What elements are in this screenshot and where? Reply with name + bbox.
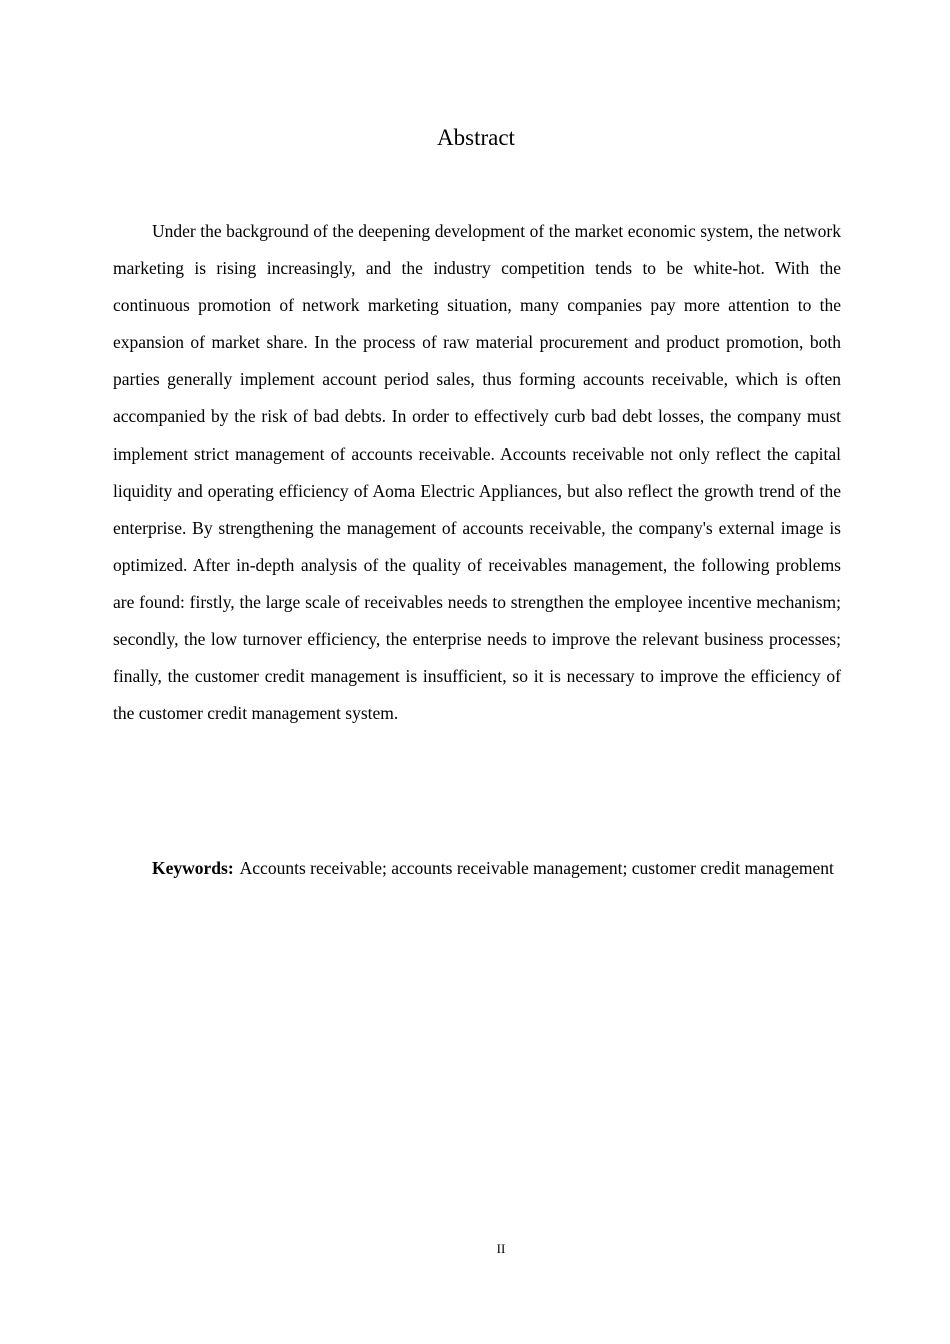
page-number: II: [496, 1241, 506, 1256]
abstract-body: Under the background of the deepening development of the market economic system, the network marketing is rising increasingly, and the industry competition tends to be white-hot. With the continuous promotion of network marketing situation, many companies pay more attention to the expansion of market share. In the process of raw material procurement and product promotion, both parties generally implement account period sales, thus forming accounts receivable, which is often accompanied by the risk of bad debts. In order to effectively curb bad debt losses, the company must implement strict management of accounts receivable. Accounts receivable not only reflect the capital liquidity and operating efficiency of Aoma Electric Appliances, but also reflect the growth trend of the enterprise. By strengthening the management of accounts receivable, the company's external image is optimized. After in-depth analysis of the quality of receivables management, the following problems are found: firstly, the large scale of receivables needs to strengthen the employee incentive mechanism; secondly, the low turnover efficiency, the enterprise needs to improve the relevant business processes; finally, the customer credit management is insufficient, so it is necessary to improve the efficiency of the customer credit management system.: [113, 221, 841, 724]
keywords-label: Keywords:: [152, 858, 234, 878]
abstract-title: Abstract: [437, 125, 515, 150]
keywords-text: Accounts receivable; accounts receivable management; customer credit management: [239, 858, 834, 878]
keywords-section: [152, 850, 841, 887]
